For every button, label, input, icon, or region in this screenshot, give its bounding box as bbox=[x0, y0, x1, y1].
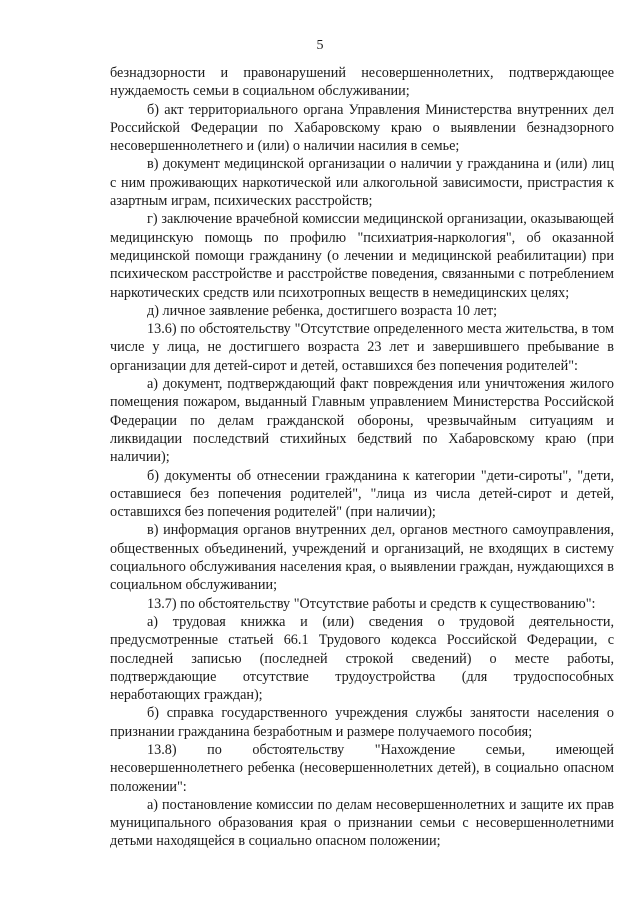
paragraph-13-6-v: в) информация органов внутренних дел, органов местного самоуправления, общественных объединений, учреждений и организаций, не входящих в систему социального обслуживания населения края, о выявлении граждан, нуждающихся в социальном обслуживании; bbox=[110, 522, 614, 594]
paragraph-13-6: 13.6) по обстоятельству "Отсутствие определенного места жительства, в том числе у лица, не достигшего возраста 23 лет и завершившего пребывание в организации для детей-сирот и детей, оставшихся без попечения родителей": bbox=[110, 321, 614, 374]
paragraph-13-8-a: а) постановление комиссии по делам несовершеннолетних и защите их прав муниципального образования края о признании семьи с несовершеннолетними детьми находящейся в социально опасном положении; bbox=[110, 796, 614, 850]
paragraph-13-7-a: а) трудовая книжка и (или) сведения о трудовой деятельности, предусмотренные статьей 66.1 Трудового кодекса Российской Федерации, с последней записью (последней строкой сведений) о месте работы, подтверждающие отсутствие трудоустройства (для трудоспособных неработающих граждан); bbox=[110, 613, 614, 704]
paragraph-item-g: г) заключение врачебной комиссии медицинской организации, оказывающей медицинскую помощь по профилю "психиатрия-наркология", об оказанной медицинской помощи гражданину (о лечении и медицинской реабилитации) при психическом расстройстве и расстройстве поведения, связанными с потреблением наркотических средств или психотропных веществ в немедицинских целях; bbox=[110, 211, 614, 301]
page-number: 5 bbox=[316, 38, 324, 53]
paragraph-13-6-b: б) документы об отнесении гражданина к категории "дети-сироты", "дети, оставшиеся без попечения родителей", "лица из числа детей-сирот и детей, оставшихся без попечения родителей" (при наличии); bbox=[110, 467, 614, 521]
paragraph-continuation: безнадзорности и правонарушений несовершеннолетних, подтверждающее нуждаемость семьи в социальном обслуживании; bbox=[110, 65, 614, 100]
paragraph-13-7-b: б) справка государственного учреждения службы занятости населения о признании гражданина безработным и размере получаемого пособия; bbox=[110, 705, 614, 740]
paragraph-13-7: 13.7) по обстоятельству "Отсутствие работы и средств к существованию": bbox=[147, 595, 596, 612]
paragraph-item-v: в) документ медицинской организации о наличии у гражданина и (или) лиц с ним проживающих наркотической или алкогольной зависимости, пристрастия к азартным играм, психических расстройств; bbox=[110, 156, 614, 210]
paragraph-13-6-a: а) документ, подтверждающий факт повреждения или уничтожения жилого помещения пожаром, выданный Главным управлением Министерства Российской Федерации по делам гражданской обороны, чрезвычайным ситуациям и ликвидации последствий стихийных бедствий по Хабаровскому краю (при наличии); bbox=[110, 376, 614, 466]
document-body bbox=[110, 64, 614, 851]
paragraph-item-d: д) личное заявление ребенка, достигшего возраста 10 лет; bbox=[147, 302, 498, 319]
paragraph-item-b: б) акт территориального органа Управления Министерства внутренних дел Российской Федерации по Хабаровскому краю о выявлении безнадзорного несовершеннолетнего и (или) о наличии насилия в семье; bbox=[110, 101, 614, 155]
paragraph-13-8: 13.8) по обстоятельству "Нахождение семьи, имеющей несовершеннолетнего ребенка (несовершеннолетних детей), в социально опасном положении": bbox=[110, 741, 614, 795]
